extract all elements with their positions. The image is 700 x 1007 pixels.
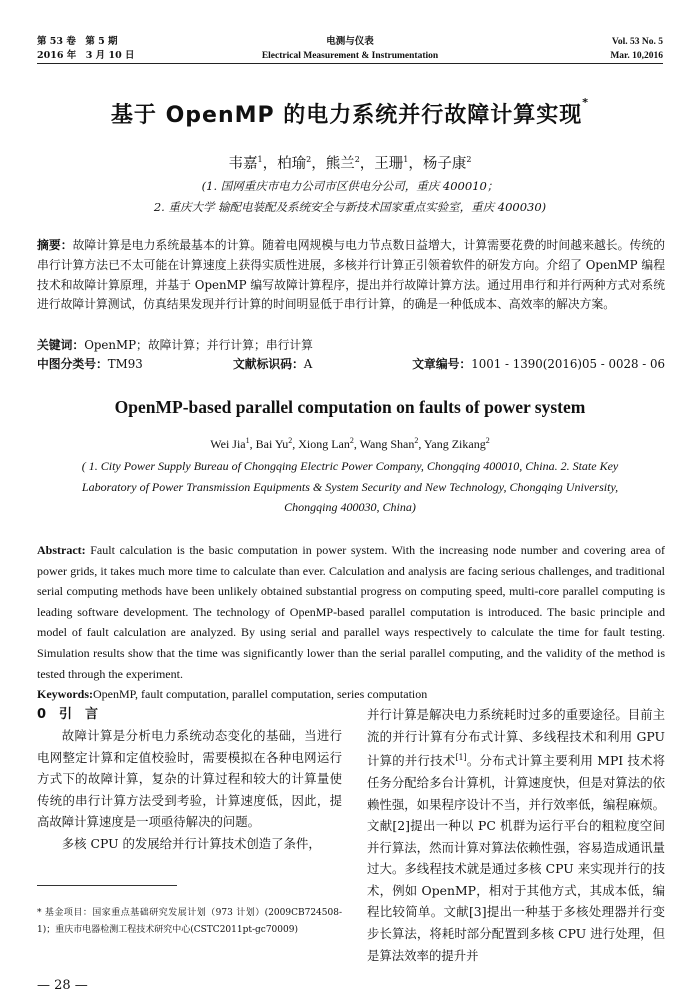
left-column — [37, 704, 342, 855]
author-en-affiliation-mark: 1 — [245, 436, 250, 445]
header-vol-en: Vol. 53 No. 5 — [611, 37, 663, 47]
paragraph-continued-2: 。分布式计算主要利用 MPI 技术将任务分配给多台计算机，计算速度快，但是对算法的依赖性强，如果程序设计不当，并行效率低，编程麻烦。文献[2]提出一种以 PC 机群为运行平台的粗粒度空间并行算法，然而计算对算法依赖性强，容易造成通讯量过大。多线程技术就是通过多核 CPU 来实现并行的技术，例如 OpenMP，相对于其他方式，其成本低，编程比较简单。文献[3]提出一种基于多核处理器并行变步长算法，将耗时部分配置到多核 CPU 进行处理，但是算法效率的提升并 — [367, 753, 666, 963]
abstract-en — [37, 540, 665, 705]
paragraph-1: 故障计算是分析电力系统动态变化的基础，当进行电网整定计算和定值校验时，需要模拟在各种电网运行方式下的故障计算，复杂的计算过程和较大的计算量使传统的串行计算方法受到考验，计算速度低，因此，提高故障计算速度是一项亟待解决的问题。 — [37, 728, 342, 830]
citation-ref: [1] — [455, 753, 467, 763]
author-cn-separator: ， — [408, 156, 423, 172]
author-cn-separator: ， — [311, 156, 326, 172]
paper-title-en: OpenMP-based parallel computation on faults of power system — [114, 397, 586, 417]
author-cn-affiliation-mark: 1 — [257, 155, 263, 165]
footnote-rule — [37, 885, 177, 886]
author-cn-affiliation-mark: 2 — [306, 155, 312, 165]
author-cn-separator: ， — [262, 156, 278, 172]
author-en-name: Wei Jia — [210, 437, 246, 451]
author-cn-name: 王珊 — [374, 156, 404, 172]
keywords-cn — [37, 336, 665, 355]
keywords-en-label: Keywords: — [37, 687, 93, 702]
funding-footnote: * 基金项目：国家重点基础研究发展计划（973 计划）(2009CB724508-1)；重庆市电器检测工程技术研究中心(CSTC2011pt-gc70009) — [37, 908, 342, 935]
abstract-cn — [37, 236, 665, 315]
author-en-affiliation-mark: 2 — [485, 436, 490, 445]
doc-value: A — [303, 357, 313, 371]
author-en-affiliation-mark: 2 — [414, 436, 419, 445]
clc-label: 中图分类号： — [37, 357, 108, 371]
art-label: 文章编号： — [412, 357, 472, 371]
author-cn-affiliation-mark: 2 — [466, 155, 472, 165]
paragraph-continued-1: 并行计算是解决电力系统耗时过多的重要途径。目前主流的并行计算有分布式计算、多线程技术和利用 GPU 计算的并行技术 — [367, 707, 665, 769]
paper-title — [0, 98, 700, 129]
author-cn-name: 韦嘉 — [228, 156, 258, 172]
clc-number — [37, 355, 143, 374]
abstract-en-label: Abstract: — [37, 543, 86, 557]
author-en-separator: , — [249, 437, 256, 451]
title-text: 基于 OpenMP 的电力系统并行故障计算实现 — [110, 103, 583, 128]
author-en-name: Wang Shan — [359, 437, 415, 451]
header-rule — [37, 63, 663, 64]
paragraph-2: 多核 CPU 的发展给并行计算技术创造了条件， — [61, 835, 321, 851]
doc-code — [233, 355, 312, 374]
affiliations-en: ( 1. City Power Supply Bureau of Chongqing Electric Power Company, Chongqing 400010, China. 2. State Key Laboratory of Power Transmission Equipments & System Security and New Technology, Chongqing University, Chongqing 400030, China) — [81, 459, 619, 514]
keywords-en-text: OpenMP, fault computation, parallel computation, series computation — [93, 687, 428, 702]
journal-name-cn: 电测与仪表 — [326, 36, 374, 47]
author-cn-separator: ， — [359, 156, 375, 172]
affiliation-1: (1. 国网重庆市电力公司市区供电分公司，重庆 400010； — [201, 179, 499, 193]
right-column — [367, 704, 665, 966]
abstract-cn-text: 故障计算是电力系统最基本的计算。随着电网规模与电力节点数日益增大，计算需要花费的时间越来越长。传统的串行计算方法已不太可能在计算速度上获得实质性进展，多核并行计算正引领着软件的研发方向。介绍了 OpenMP 编程技术和故障计算原理，并基于 OpenMP 编写故障计算程序，提出并行故障计算方法。通过用串行和并行两种方式对系统进行故障计算测试，仿真结果发现并行计算的时间明显低于串行计算，的确是一种低成本、高效率的解决方案。 — [37, 238, 665, 312]
journal-name-en: Electrical Measurement & Instrumentation — [261, 51, 439, 61]
abstract-en-text: Fault calculation is the basic computation in power system. With the increasing node number and covering area of power grids, it takes much more time to calculate than ever. Calculation and analysis are facing serious challenges, and traditional serial computing methods have been unlikely obtained substantial progress on computing speed, multi-core parallel computing is leading software development. The technology of OpenMP-based parallel computation is introduced. The basic principle and model of fault calculation are analyzed. By using serial and parallel ways respectively to calculate the time for fault testing. Simulation results show that the time was significantly lower than the serial parallel computing, and the validity of the method is tested through the experiment. — [37, 543, 666, 681]
author-cn-affiliation-mark: 2 — [354, 155, 360, 165]
author-cn-name: 柏瑜 — [277, 156, 307, 172]
affiliation-2: 2. 重庆大学 输配电装配及系统安全与新技术国家重点实验室，重庆 400030) — [153, 200, 547, 214]
author-cn-name: 熊兰 — [325, 156, 355, 172]
author-en-separator: , — [353, 437, 360, 451]
header-volume: 第 53 卷 第 5 期 — [37, 36, 118, 47]
doc-label: 文献标识码： — [233, 357, 304, 371]
section-heading-intro: 0 引 言 — [37, 707, 99, 722]
author-list — [0, 152, 700, 173]
author-cn-affiliation-mark: 1 — [403, 155, 409, 165]
header-date: 2016 年 3 月 10 日 — [37, 50, 135, 61]
keywords-cn-text: OpenMP；故障计算；并行计算；串行计算 — [84, 338, 313, 352]
author-en-name: Bai Yu — [255, 437, 289, 451]
author-list-en — [0, 436, 700, 452]
author-en-affiliation-mark: 2 — [288, 436, 293, 445]
art-value: 1001 - 1390(2016)05 - 0028 - 06 — [471, 357, 665, 371]
page-number: — 28 — — [37, 978, 88, 993]
keywords-cn-label: 关键词： — [37, 338, 85, 352]
author-en-name: Yang Zikang — [423, 437, 486, 451]
article-number — [412, 355, 665, 374]
header-date-en: Mar. 10,2016 — [610, 51, 663, 61]
author-en-separator: , — [418, 437, 424, 451]
journal-citation — [610, 35, 663, 63]
abstract-cn-label: 摘要： — [37, 238, 73, 252]
author-en-separator: , — [292, 437, 299, 451]
author-en-affiliation-mark: 2 — [349, 436, 354, 445]
author-cn-name: 杨子康 — [422, 156, 467, 172]
author-en-name: Xiong Lan — [298, 437, 350, 451]
title-footnote-mark: * — [582, 96, 590, 109]
journal-name — [0, 35, 700, 63]
clc-value: TM93 — [107, 357, 143, 371]
